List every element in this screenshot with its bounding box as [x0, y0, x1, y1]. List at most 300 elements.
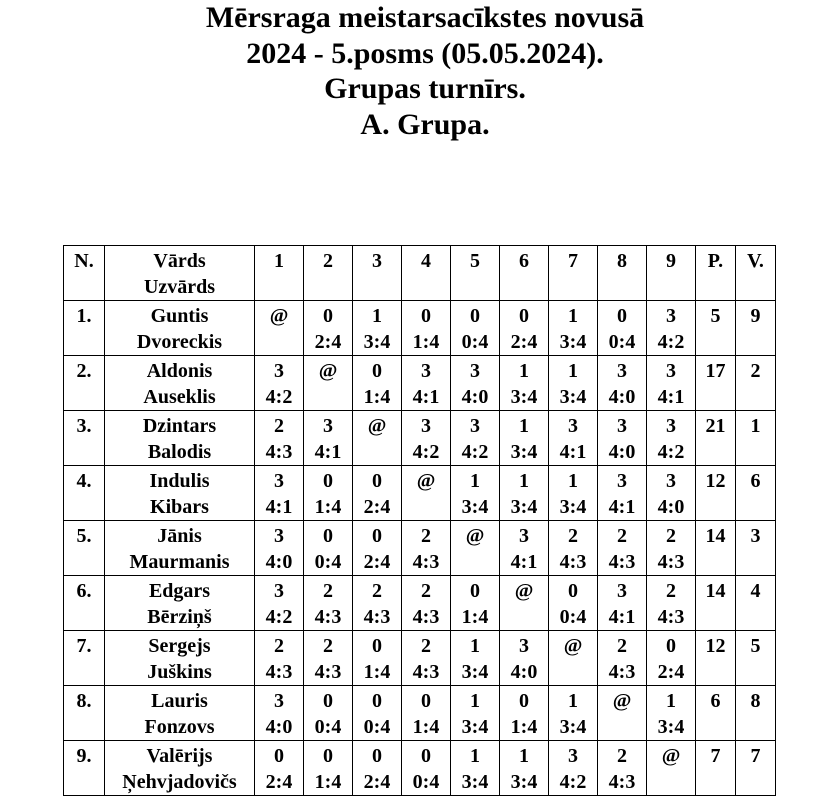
game-result-cell: [402, 686, 451, 741]
game-score: 4:2: [657, 441, 685, 463]
game-points: 3: [470, 415, 480, 437]
game-result-cell: [549, 411, 598, 466]
final-place: 4: [736, 576, 776, 631]
game-points: 0: [372, 470, 382, 492]
game-score: 4:2: [265, 386, 293, 408]
game-score: 3:4: [461, 771, 489, 793]
game-points: 3: [470, 360, 480, 382]
game-points: 2: [274, 635, 284, 657]
game-points: 1: [372, 305, 382, 327]
header-name: [105, 246, 255, 301]
game-points: 2: [421, 580, 431, 602]
game-points: 0: [323, 745, 333, 767]
player-last-name: Kibars: [150, 496, 209, 518]
game-points: 3: [274, 690, 284, 712]
player-number: 8.: [64, 686, 105, 741]
game-score: 4:0: [608, 441, 636, 463]
game-points: 3: [323, 415, 333, 437]
game-score: 4:1: [657, 386, 685, 408]
title-line: Grupas turnīrs.: [324, 72, 526, 105]
game-points: 2: [421, 635, 431, 657]
game-points: 0: [323, 305, 333, 327]
game-score: 3:4: [461, 716, 489, 738]
game-result-cell: [598, 301, 647, 356]
game-score: 4:0: [265, 716, 293, 738]
game-score: 2:4: [314, 331, 342, 353]
standings-table: [63, 245, 776, 796]
game-score: 0:4: [314, 716, 342, 738]
header-number: N.: [64, 246, 105, 301]
game-score: 4:0: [608, 386, 636, 408]
self-match-cell: [647, 741, 696, 796]
self-match-cell: [598, 686, 647, 741]
game-score: 0:4: [461, 331, 489, 353]
total-points: 7: [696, 741, 736, 796]
game-result-cell: [304, 576, 353, 631]
game-points: 2: [323, 580, 333, 602]
game-result-cell: [647, 686, 696, 741]
game-points: 3: [666, 305, 676, 327]
game-result-cell: [451, 741, 500, 796]
header-game-9: 9: [647, 246, 696, 301]
player-last-name: Balodis: [147, 441, 212, 463]
game-score: 4:3: [608, 771, 636, 793]
player-name: [105, 301, 255, 356]
player-first-name: Valērijs: [146, 745, 213, 767]
game-score: 3:4: [510, 441, 538, 463]
game-points: 0: [372, 690, 382, 712]
game-points: 0: [323, 525, 333, 547]
game-score: 0:4: [314, 551, 342, 573]
game-points: 0: [568, 580, 578, 602]
game-points: 3: [519, 635, 529, 657]
table-row: [64, 631, 776, 686]
final-place: 6: [736, 466, 776, 521]
game-result-cell: [500, 411, 549, 466]
table-row: [64, 576, 776, 631]
game-result-cell: [598, 356, 647, 411]
game-score: 3:4: [559, 386, 587, 408]
game-result-cell: [451, 466, 500, 521]
game-score: 3:4: [559, 331, 587, 353]
game-result-cell: [451, 686, 500, 741]
player-last-name: Bērziņš: [147, 606, 212, 628]
at-symbol: @: [416, 470, 436, 492]
header-game-2: 2: [304, 246, 353, 301]
game-points: 0: [617, 305, 627, 327]
game-points: 1: [470, 635, 480, 657]
game-points: 0: [519, 690, 529, 712]
final-place: 7: [736, 741, 776, 796]
game-result-cell: [647, 466, 696, 521]
game-result-cell: [500, 686, 549, 741]
player-name: [105, 741, 255, 796]
header-game-8: 8: [598, 246, 647, 301]
game-result-cell: [451, 301, 500, 356]
game-points: 1: [568, 470, 578, 492]
game-score: 4:1: [608, 606, 636, 628]
final-place: 9: [736, 301, 776, 356]
game-result-cell: [549, 301, 598, 356]
self-match-cell: [549, 631, 598, 686]
game-points: 3: [274, 360, 284, 382]
game-result-cell: [598, 466, 647, 521]
game-points: 2: [323, 635, 333, 657]
header-game-7: 7: [549, 246, 598, 301]
game-points: 3: [274, 525, 284, 547]
player-first-name: Lauris: [151, 690, 208, 712]
game-result-cell: [304, 631, 353, 686]
header-points: P.: [696, 246, 736, 301]
header-game-5: 5: [451, 246, 500, 301]
game-score: 4:3: [608, 551, 636, 573]
total-points: 17: [696, 356, 736, 411]
game-score: 4:0: [265, 551, 293, 573]
game-score: 2:4: [363, 551, 391, 573]
total-points: 14: [696, 521, 736, 576]
game-score: 4:2: [265, 606, 293, 628]
game-points: 1: [519, 360, 529, 382]
header-game-3: 3: [353, 246, 402, 301]
game-score: 2:4: [657, 661, 685, 683]
table-row: [64, 466, 776, 521]
player-number: 7.: [64, 631, 105, 686]
final-place: 8: [736, 686, 776, 741]
header-place: V.: [736, 246, 776, 301]
game-score: 4:1: [559, 441, 587, 463]
game-result-cell: [304, 466, 353, 521]
game-result-cell: [255, 411, 304, 466]
game-result-cell: [353, 741, 402, 796]
player-first-name: Aldonis: [146, 360, 213, 382]
game-points: 2: [666, 580, 676, 602]
game-score: 1:4: [363, 386, 391, 408]
table-row: [64, 521, 776, 576]
self-match-cell: [402, 466, 451, 521]
game-result-cell: [402, 301, 451, 356]
player-name: [105, 631, 255, 686]
table-row: [64, 356, 776, 411]
game-score: 2:4: [510, 331, 538, 353]
game-points: 1: [568, 690, 578, 712]
game-result-cell: [549, 356, 598, 411]
game-score: 1:4: [412, 331, 440, 353]
game-score: 1:4: [314, 496, 342, 518]
game-result-cell: [549, 576, 598, 631]
game-points: 0: [519, 305, 529, 327]
game-result-cell: [402, 411, 451, 466]
game-points: 0: [372, 525, 382, 547]
game-points: 1: [568, 360, 578, 382]
game-points: 1: [519, 415, 529, 437]
game-score: 2:4: [363, 771, 391, 793]
table-row: [64, 411, 776, 466]
at-symbol: @: [318, 360, 338, 382]
game-result-cell: [402, 576, 451, 631]
self-match-cell: [451, 521, 500, 576]
game-points: 0: [372, 360, 382, 382]
game-score: 4:3: [314, 606, 342, 628]
final-place: 2: [736, 356, 776, 411]
game-score: 4:0: [510, 661, 538, 683]
game-score: 4:3: [412, 661, 440, 683]
self-match-cell: [500, 576, 549, 631]
game-score: 2:4: [363, 496, 391, 518]
game-points: 3: [421, 360, 431, 382]
game-score: 4:3: [363, 606, 391, 628]
game-score: 4:0: [657, 496, 685, 518]
game-result-cell: [255, 631, 304, 686]
game-result-cell: [304, 741, 353, 796]
player-number: 6.: [64, 576, 105, 631]
game-points: 0: [372, 745, 382, 767]
game-points: 2: [617, 745, 627, 767]
game-result-cell: [451, 356, 500, 411]
total-points: 12: [696, 631, 736, 686]
game-score: 4:3: [314, 661, 342, 683]
table-row: [64, 686, 776, 741]
game-result-cell: [549, 741, 598, 796]
game-score: 1:4: [314, 771, 342, 793]
game-points: 1: [519, 470, 529, 492]
table-row: [64, 741, 776, 796]
game-points: 0: [421, 305, 431, 327]
game-result-cell: [304, 686, 353, 741]
total-points: 14: [696, 576, 736, 631]
self-match-cell: [304, 356, 353, 411]
final-place: 5: [736, 631, 776, 686]
player-first-name: Guntis: [150, 305, 209, 327]
game-points: 3: [568, 745, 578, 767]
player-number: 5.: [64, 521, 105, 576]
game-result-cell: [402, 356, 451, 411]
game-points: 0: [470, 305, 480, 327]
total-points: 6: [696, 686, 736, 741]
game-points: 1: [568, 305, 578, 327]
game-points: 2: [372, 580, 382, 602]
game-points: 3: [519, 525, 529, 547]
player-first-name: Sergejs: [148, 635, 211, 657]
player-name: [105, 576, 255, 631]
game-score: 1:4: [412, 716, 440, 738]
game-score: 0:4: [559, 606, 587, 628]
player-number: 1.: [64, 301, 105, 356]
table-row: [64, 301, 776, 356]
total-points: 5: [696, 301, 736, 356]
player-last-name: Fonzovs: [144, 716, 215, 738]
header-game-4: 4: [402, 246, 451, 301]
game-result-cell: [402, 631, 451, 686]
player-last-name: Auseklis: [143, 386, 216, 408]
game-points: 2: [568, 525, 578, 547]
player-name: [105, 466, 255, 521]
game-result-cell: [451, 411, 500, 466]
game-points: 2: [666, 525, 676, 547]
game-points: 0: [323, 470, 333, 492]
game-score: 4:3: [412, 606, 440, 628]
game-result-cell: [304, 301, 353, 356]
at-symbol: @: [514, 580, 534, 602]
game-score: 3:4: [559, 496, 587, 518]
final-place: 3: [736, 521, 776, 576]
game-score: 4:2: [559, 771, 587, 793]
game-points: 0: [274, 745, 284, 767]
game-score: 4:3: [559, 551, 587, 573]
game-points: 0: [666, 635, 676, 657]
game-result-cell: [500, 466, 549, 521]
game-result-cell: [500, 356, 549, 411]
game-score: 3:4: [510, 386, 538, 408]
game-score: 0:4: [363, 716, 391, 738]
player-last-name: Ņehvjadovičs: [122, 771, 237, 793]
player-first-name: Jānis: [157, 525, 202, 547]
game-points: 0: [470, 580, 480, 602]
player-last-name: Juškins: [147, 661, 212, 683]
game-result-cell: [353, 521, 402, 576]
game-result-cell: [598, 631, 647, 686]
game-result-cell: [500, 631, 549, 686]
game-result-cell: [647, 411, 696, 466]
game-result-cell: [255, 521, 304, 576]
game-result-cell: [304, 411, 353, 466]
game-result-cell: [304, 521, 353, 576]
game-points: 3: [617, 360, 627, 382]
game-score: 4:3: [265, 661, 293, 683]
game-result-cell: [647, 301, 696, 356]
total-points: 21: [696, 411, 736, 466]
game-points: 3: [666, 360, 676, 382]
game-result-cell: [402, 521, 451, 576]
game-points: 3: [617, 580, 627, 602]
game-result-cell: [598, 741, 647, 796]
game-result-cell: [647, 631, 696, 686]
game-result-cell: [647, 356, 696, 411]
title-line: A. Grupa.: [360, 107, 490, 141]
game-result-cell: [255, 686, 304, 741]
game-score: 4:3: [608, 661, 636, 683]
game-score: 4:2: [461, 441, 489, 463]
game-score: 4:0: [461, 386, 489, 408]
game-result-cell: [598, 411, 647, 466]
game-score: 4:1: [608, 496, 636, 518]
game-result-cell: [598, 521, 647, 576]
self-match-cell: [353, 411, 402, 466]
game-score: 4:3: [412, 551, 440, 573]
game-points: 3: [274, 580, 284, 602]
game-points: 2: [421, 525, 431, 547]
total-points: 12: [696, 466, 736, 521]
game-score: 4:3: [265, 441, 293, 463]
game-points: 1: [470, 745, 480, 767]
game-result-cell: [353, 356, 402, 411]
player-number: 3.: [64, 411, 105, 466]
game-result-cell: [353, 576, 402, 631]
game-result-cell: [451, 576, 500, 631]
header-row: [64, 246, 776, 301]
player-first-name: Dzintars: [142, 415, 217, 437]
game-score: 4:2: [657, 331, 685, 353]
game-points: 3: [666, 415, 676, 437]
game-score: 3:4: [657, 716, 685, 738]
game-score: 1:4: [363, 661, 391, 683]
game-result-cell: [500, 301, 549, 356]
player-number: 4.: [64, 466, 105, 521]
game-points: 0: [323, 690, 333, 712]
game-points: 1: [666, 690, 676, 712]
game-points: 0: [421, 690, 431, 712]
game-result-cell: [500, 741, 549, 796]
game-result-cell: [255, 576, 304, 631]
at-symbol: @: [661, 745, 681, 767]
game-score: 3:4: [461, 661, 489, 683]
game-points: 2: [617, 635, 627, 657]
game-points: 3: [274, 470, 284, 492]
header-game-6: 6: [500, 246, 549, 301]
game-score: 0:4: [608, 331, 636, 353]
game-points: 3: [617, 415, 627, 437]
game-result-cell: [549, 686, 598, 741]
player-first-name: Edgars: [148, 580, 211, 602]
final-place: 1: [736, 411, 776, 466]
game-score: 3:4: [510, 771, 538, 793]
game-score: 3:4: [363, 331, 391, 353]
game-result-cell: [255, 741, 304, 796]
game-result-cell: [647, 521, 696, 576]
game-result-cell: [353, 466, 402, 521]
self-match-cell: [255, 301, 304, 356]
game-points: 3: [421, 415, 431, 437]
player-last-name: Dvoreckis: [136, 331, 223, 353]
game-result-cell: [549, 466, 598, 521]
player-name: [105, 356, 255, 411]
game-points: 3: [617, 470, 627, 492]
player-last-name: Maurmanis: [129, 551, 230, 573]
game-points: 1: [470, 690, 480, 712]
game-score: 3:4: [510, 496, 538, 518]
game-score: 4:2: [412, 441, 440, 463]
game-result-cell: [353, 631, 402, 686]
game-result-cell: [647, 576, 696, 631]
header-first-name: Vārds: [153, 250, 206, 272]
game-points: 0: [372, 635, 382, 657]
at-symbol: @: [612, 690, 632, 712]
game-score: 1:4: [461, 606, 489, 628]
game-points: 3: [666, 470, 676, 492]
game-score: 0:4: [412, 771, 440, 793]
game-score: 1:4: [510, 716, 538, 738]
at-symbol: @: [269, 305, 289, 327]
player-name: [105, 411, 255, 466]
game-result-cell: [402, 741, 451, 796]
game-score: 4:1: [510, 551, 538, 573]
game-points: 1: [470, 470, 480, 492]
game-score: 4:3: [657, 551, 685, 573]
game-points: 3: [568, 415, 578, 437]
title-line: Mērsraga meistarsacīkstes novusā: [205, 1, 645, 34]
game-points: 1: [519, 745, 529, 767]
game-points: 0: [421, 745, 431, 767]
title-line: 2024 - 5.posms (05.05.2024).: [246, 36, 604, 70]
game-result-cell: [353, 686, 402, 741]
game-result-cell: [549, 521, 598, 576]
game-result-cell: [255, 466, 304, 521]
game-score: 3:4: [461, 496, 489, 518]
game-score: 2:4: [265, 771, 293, 793]
player-number: 2.: [64, 356, 105, 411]
game-score: 4:1: [412, 386, 440, 408]
game-result-cell: [451, 631, 500, 686]
at-symbol: @: [367, 415, 387, 437]
